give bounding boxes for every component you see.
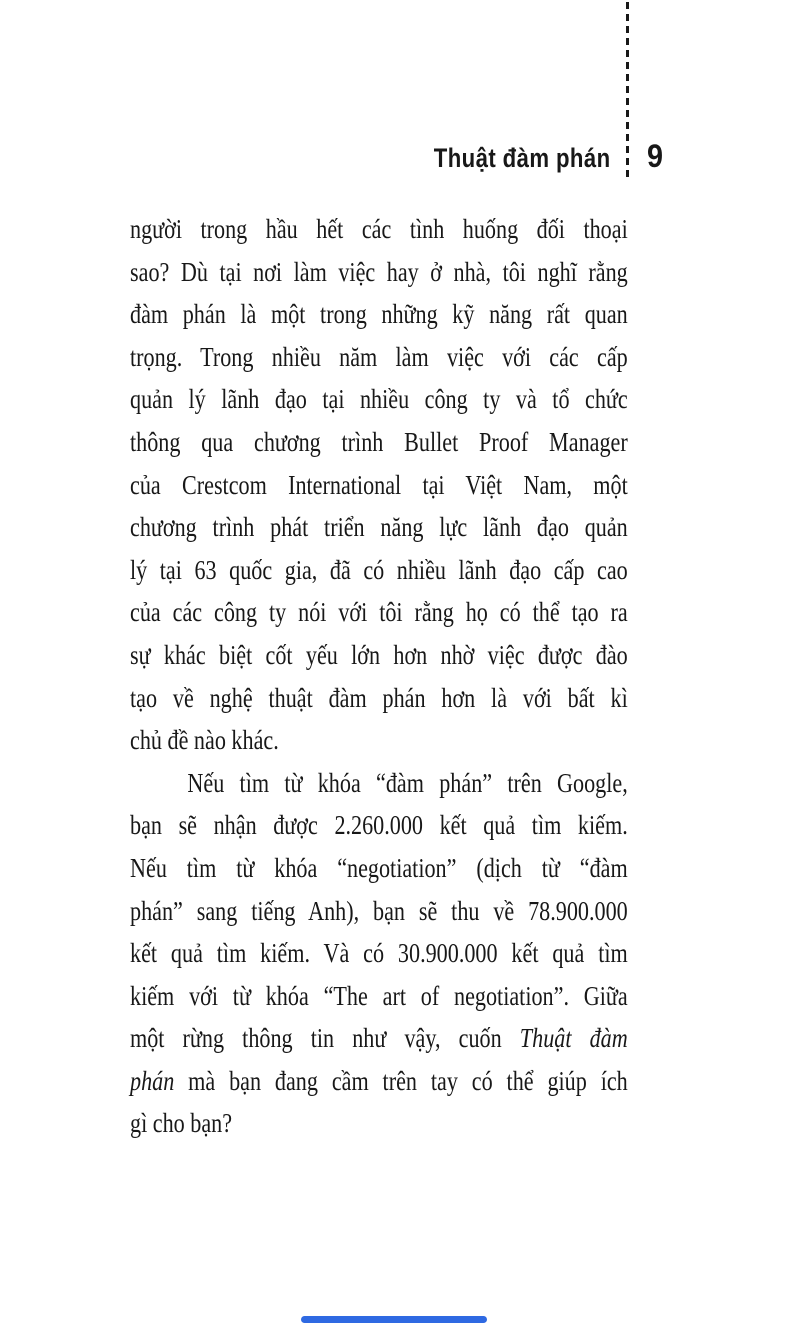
text-line bbox=[130, 890, 628, 933]
text-line bbox=[130, 847, 628, 890]
text-line bbox=[130, 421, 628, 464]
text-segment: đàm phán là một trong những kỹ năng rất quan bbox=[130, 299, 628, 330]
text-line bbox=[130, 251, 628, 294]
page-number: 9 bbox=[647, 138, 664, 174]
text-line bbox=[130, 591, 628, 634]
text-segment: sự khác biệt cốt yếu lớn hơn nhờ việc được đào bbox=[130, 639, 628, 670]
text-line bbox=[130, 932, 628, 975]
text-line bbox=[130, 719, 628, 762]
text-segment: sao? Dù tại nơi làm việc hay ở nhà, tôi nghĩ rằng bbox=[130, 256, 628, 287]
text-line bbox=[130, 677, 628, 720]
text-segment: chủ đề nào khác. bbox=[130, 725, 279, 756]
text-line bbox=[130, 506, 628, 549]
text-line bbox=[130, 1017, 628, 1060]
text-segment: thông qua chương trình Bullet Proof Manager bbox=[130, 426, 628, 457]
progress-indicator bbox=[301, 1316, 487, 1323]
text-line bbox=[130, 378, 628, 421]
text-segment: gì cho bạn? bbox=[130, 1108, 233, 1139]
text-segment: người trong hầu hết các tình huống đối thoại bbox=[130, 214, 628, 244]
text-line bbox=[130, 293, 628, 336]
text-line bbox=[130, 762, 628, 805]
text-segment: Nếu tìm từ khóa “đàm phán” trên Google, bbox=[187, 767, 628, 798]
text-segment: phán” sang tiếng Anh), bạn sẽ thu về 78.900.000 bbox=[130, 895, 628, 926]
text-segment: lý tại 63 quốc gia, đã có nhiều lãnh đạo cấp cao bbox=[130, 554, 628, 585]
text-line bbox=[130, 1060, 628, 1103]
body-text bbox=[130, 208, 628, 1145]
running-title: Thuật đàm phán bbox=[433, 143, 610, 173]
text-segment: mà bạn đang cầm trên tay có thể giúp ích bbox=[174, 1065, 628, 1096]
text-segment: kết quả tìm kiếm. Và có 30.900.000 kết quả tìm bbox=[130, 938, 628, 969]
text-segment: bạn sẽ nhận được 2.260.000 kết quả tìm kiếm. bbox=[130, 810, 628, 841]
text-segment: một rừng thông tin như vậy, cuốn bbox=[130, 1023, 520, 1054]
text-line bbox=[130, 975, 628, 1018]
text-segment: chương trình phát triển năng lực lãnh đạo quản bbox=[130, 512, 628, 543]
book-title-emphasis: phán bbox=[130, 1065, 175, 1096]
text-segment: trọng. Trong nhiều năm làm việc với các cấp bbox=[130, 341, 628, 372]
text-line bbox=[130, 549, 628, 592]
text-segment: tạo về nghệ thuật đàm phán hơn là với bất kì bbox=[130, 682, 628, 713]
text-line bbox=[130, 208, 628, 251]
text-line bbox=[130, 336, 628, 379]
book-title-emphasis: Thuật đàm bbox=[519, 1023, 628, 1054]
text-line bbox=[130, 804, 628, 847]
text-line bbox=[130, 1102, 628, 1145]
text-segment: Nếu tìm từ khóa “negotiation” (dịch từ “đàm bbox=[130, 852, 628, 883]
text-segment: quản lý lãnh đạo tại nhiều công ty và tổ chức bbox=[130, 384, 628, 415]
text-line bbox=[130, 634, 628, 677]
text-segment: của các công ty nói với tôi rằng họ có thể tạo ra bbox=[130, 597, 628, 628]
dotted-divider bbox=[626, 2, 629, 179]
text-segment: kiếm với từ khóa “The art of negotiation”. Giữa bbox=[130, 980, 628, 1011]
text-segment: của Crestcom International tại Việt Nam, một bbox=[130, 469, 628, 500]
text-line bbox=[130, 464, 628, 507]
